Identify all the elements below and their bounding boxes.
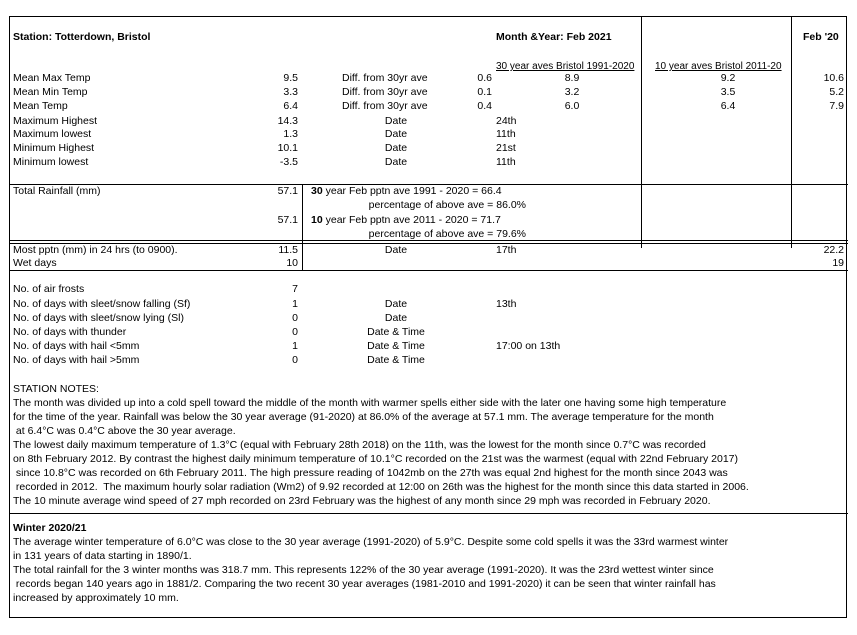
rainfall-ave30-text: year Feb pptn ave 1991 - 2020 = 66.4 [322,185,502,197]
temp-row-value: 3.3 [283,86,298,98]
temp-row-diff-label: Diff. from 30yr ave [342,86,428,98]
day-count-date-label: Date [384,312,408,324]
wet-days-value: 10 [286,257,298,269]
rainfall-ave10-bold: 10 [311,214,323,226]
temp-row-value: 6.4 [283,100,298,112]
temp-row-ave10: 3.5 [720,86,736,98]
rainfall-ave10-text: year Feb pptn ave 2011 - 2020 = 71.7 [322,214,501,226]
winter-title: Winter 2020/21 [13,522,87,534]
temp-row-diff: 0.1 [477,86,492,98]
extreme-row-value: -3.5 [279,156,298,168]
temp-row-prev: 7.9 [829,100,844,112]
temp-row-label: Mean Min Temp [13,86,88,98]
divider-tick [302,245,303,249]
day-count-date: 17:00 on 13th [496,340,561,352]
temp-row-prev: 5.2 [829,86,844,98]
station-note-line: on 8th February 2012. By contrast the highest daily minimum temperature of 10.1°C recorded on the 21st was the warmest (equal with 22nd February 2017) [13,453,738,465]
day-count-date-label: Date & Time [367,354,425,366]
rainfall-ave30 [311,185,502,198]
divider-wetdays-bottom [10,270,848,271]
rainfall-label: Total Rainfall (mm) [13,185,101,197]
day-count-value: 7 [292,283,298,295]
ave10-header: 10 year aves Bristol 2011-20 [655,61,782,72]
most-pptn-prev: 22.2 [823,244,844,256]
extreme-row-value: 1.3 [283,128,298,140]
day-count-value: 0 [292,312,298,324]
temp-row-value: 9.5 [283,72,298,84]
day-count-value: 1 [292,340,298,352]
day-count-label: No. of days with sleet/snow falling (Sf) [13,298,191,310]
day-count-label: No. of days with thunder [13,326,127,338]
month-year: Month &Year: Feb 2021 [496,31,612,43]
extreme-row-value: 10.1 [277,142,298,154]
temp-row-ave10: 9.2 [720,72,736,84]
station-note-line: The lowest daily maximum temperature of 1.3°C (equal with February 28th 2018) on the 11th, was the lowest for the month since 0.7°C was recorded [13,439,706,451]
wet-days-prev: 19 [832,257,844,269]
day-count-date-label: Date & Time [367,340,425,352]
temp-row-ave30: 3.2 [564,86,580,98]
station-note-line: at 6.4°C was 0.4°C above the 30 year average. [13,425,236,437]
extreme-row-date: 21st [496,142,516,154]
winter-note-line: increased by approximately 10 mm. [13,592,179,604]
day-count-value: 0 [292,326,298,338]
temp-row-label: Mean Max Temp [13,72,91,84]
extreme-row-date: 24th [496,115,517,127]
most-pptn-date-label: Date [384,244,408,256]
temp-row-label: Mean Temp [13,100,68,112]
extreme-row-date-label: Date [384,128,408,140]
extreme-row-date: 11th [496,156,516,168]
day-count-value: 1 [292,298,298,310]
day-count-label: No. of days with hail >5mm [13,354,140,366]
day-count-date-label: Date & Time [367,326,425,338]
station-note-line: for the time of the year. Rainfall was below the 30 year average (91-2020) at 86.0% of the average at 57.1 mm. The average temperature for the month [13,411,714,423]
temp-row-diff: 0.4 [477,100,492,112]
winter-note-line: The total rainfall for the 3 winter months was 318.7 mm. This represents 122% of the 30 year average (1991-2020). It was the 23rd wettest winter since [13,564,714,576]
station-title: Station: Totterdown, Bristol [13,31,151,43]
day-count-date: 13th [496,298,517,310]
temp-row-ave30: 8.9 [564,72,580,84]
most-pptn-value: 11.5 [278,244,298,256]
rainfall-value-1: 57.1 [277,185,298,197]
temp-row-diff-label: Diff. from 30yr ave [342,72,428,84]
temp-row-prev: 10.6 [823,72,844,84]
temp-row-diff-label: Diff. from 30yr ave [342,100,428,112]
extreme-row-label: Maximum lowest [13,128,92,140]
temp-row-ave30: 6.0 [564,100,580,112]
extreme-row-value: 14.3 [277,115,298,127]
extreme-row-label: Maximum Highest [13,115,98,127]
extreme-row-date: 11th [496,128,516,140]
rainfall-value-2: 57.1 [277,214,298,226]
wet-days-label: Wet days [13,257,57,269]
station-note-line: recorded in 2012. The maximum hourly solar radiation (Wm2) of 9.92 recorded at 12:00 on 26th was the highest for the month since this data started in 2006. [13,481,749,493]
divider-rainfall-value [302,184,303,270]
extreme-row-date-label: Date [384,156,408,168]
day-count-value: 0 [292,354,298,366]
temp-row-diff: 0.6 [477,72,492,84]
ave30-header: 30 year aves Bristol 1991-2020 [496,61,635,72]
winter-note-line: The average winter temperature of 6.0°C was close to the 30 year average (1991-2020) of 5.9°C. Despite some cold spells it was the 33rd warmest winter [13,536,729,548]
temp-row-ave10: 6.4 [720,100,736,112]
weather-report-sheet [9,16,847,618]
most-pptn-date: 17th [496,244,517,256]
winter-note-line: in 131 years of data starting in 1890/1. [13,550,192,562]
day-count-date-label: Date [384,298,408,310]
extreme-row-label: Minimum lowest [13,156,89,168]
divider-notes-bottom [10,513,848,514]
rainfall-pct-1: percentage of above ave = 86.0% [368,199,526,211]
extreme-row-label: Minimum Highest [13,142,95,154]
divider-col-ave10 [641,17,642,248]
extreme-row-date-label: Date [384,115,408,127]
prev-year-header: Feb '20 [803,31,839,43]
station-note-line: The 10 minute average wind speed of 27 mph recorded on 23rd February was the highest of any month since 29 mph was recorded in February 2020. [13,495,711,507]
most-pptn-label: Most pptn (mm) in 24 hrs (to 0900). [13,244,178,256]
station-note-line: since 10.8°C was recorded on 6th February 2011. The high pressure reading of 1042mb on the 27th was equal 2nd highest for the month since 2043 was [13,467,728,479]
day-count-label: No. of days with sleet/snow lying (Sl) [13,312,184,324]
divider-col-prev [791,17,792,248]
day-count-label: No. of air frosts [13,283,85,295]
winter-note-line: records began 140 years ago in 1881/2. Comparing the two recent 30 year averages (1981-2010 and 1991-2020) it can be seen that winter rainfall has [13,578,716,590]
day-count-label: No. of days with hail <5mm [13,340,140,352]
rainfall-ave10 [311,214,501,227]
extreme-row-date-label: Date [384,142,408,154]
station-notes-title: STATION NOTES: [13,383,99,395]
station-note-line: The month was divided up into a cold spell toward the middle of the month with warmer spells either side with the later one having some high temperature [13,397,727,409]
rainfall-pct-2: percentage of above ave = 79.6% [368,228,526,240]
rainfall-ave30-bold: 30 [311,185,323,197]
